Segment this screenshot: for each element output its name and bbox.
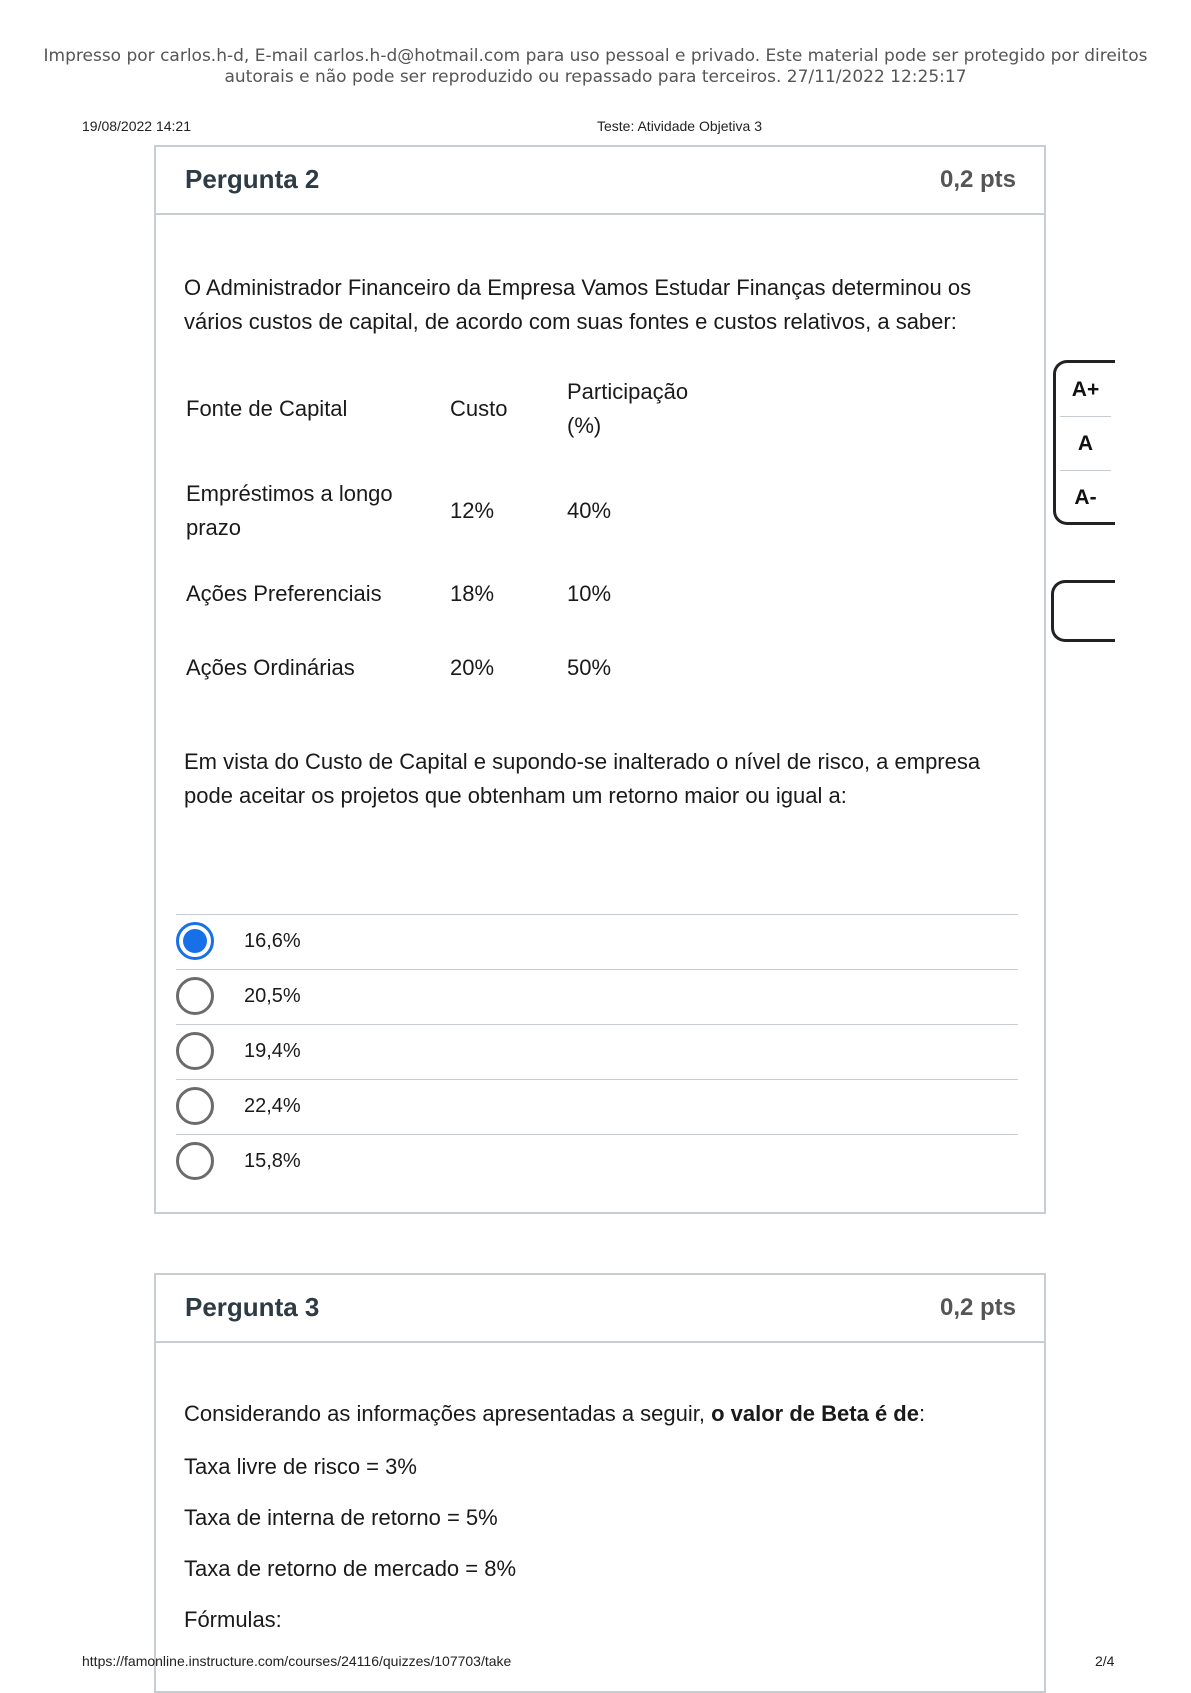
question-2-card <box>154 145 1046 1214</box>
question-3-header <box>156 1275 1044 1343</box>
question-2-title: Pergunta 2 <box>185 164 320 194</box>
table-cell: Ações Preferenciais <box>186 581 382 606</box>
question-3-points: 0,2 pts <box>939 1294 1016 1321</box>
answer-option[interactable] <box>176 1134 1018 1189</box>
table-row <box>186 569 717 619</box>
table-cell: 40% <box>567 498 612 523</box>
table-header-row <box>186 375 717 443</box>
answer-label[interactable]: 20,5% <box>244 985 301 1007</box>
radio-button[interactable] <box>176 1142 214 1180</box>
question-2-header <box>156 147 1044 215</box>
question-2-prompt: Em vista do Custo de Capital e supondo-se inalterado o nível de risco, a empresa pode aceitar os projetos que obtenham um retorno maior ou igual a: <box>184 749 981 808</box>
question-3-title: Pergunta 3 <box>185 1292 320 1322</box>
radio-button[interactable] <box>176 1032 214 1070</box>
question-3-line: Taxa de retorno de mercado = 8% <box>184 1556 517 1581</box>
table-cell: 10% <box>567 581 612 606</box>
question-3-line: Taxa de interna de retorno = 5% <box>184 1505 498 1530</box>
capital-cost-table <box>186 375 717 693</box>
print-page-title: Teste: Atividade Objetiva 3 <box>597 118 762 134</box>
answer-option[interactable] <box>176 969 1018 1024</box>
answer-label[interactable]: 19,4% <box>244 1040 301 1062</box>
answer-label[interactable]: 16,6% <box>244 930 301 952</box>
table-row <box>186 643 717 693</box>
question-3-intro-text: Considerando as informações apresentadas a seguir, <box>184 1401 712 1426</box>
question-2-intro: O Administrador Financeiro da Empresa Vamos Estudar Finanças determinou os vários custos de capital, de acordo com suas fontes e custos relativos, a saber: <box>184 275 972 334</box>
table-cell: 50% <box>567 655 612 680</box>
question-3-intro-emphasis: o valor de Beta é de <box>711 1401 919 1426</box>
question-3-intro-end: : <box>918 1401 926 1426</box>
table-cell: Empréstimos a longo prazo <box>186 481 393 540</box>
table-row <box>186 477 717 545</box>
radio-button[interactable] <box>176 1087 214 1125</box>
font-increase-button[interactable]: A+ <box>1060 363 1111 417</box>
font-size-controls <box>1053 360 1115 525</box>
question-3-card <box>154 1273 1046 1693</box>
table-header-cell: Participação (%) <box>567 379 689 438</box>
print-footer-url: https://famonline.instructure.com/courses/24116/quizzes/107703/take <box>82 1653 512 1669</box>
question-3-line: Fórmulas: <box>184 1607 282 1632</box>
table-cell: 12% <box>450 498 495 523</box>
print-date: 19/08/2022 14:21 <box>82 118 191 134</box>
font-reset-button[interactable]: A <box>1060 417 1111 471</box>
table-header-cell: Fonte de Capital <box>186 396 348 421</box>
print-page-number: 2/4 <box>1095 1653 1115 1669</box>
font-decrease-button[interactable]: A- <box>1074 486 1097 509</box>
answer-label[interactable]: 15,8% <box>244 1150 301 1172</box>
side-toggle-button[interactable] <box>1051 580 1115 642</box>
question-3-line: Taxa livre de risco = 3% <box>184 1454 417 1479</box>
table-cell: 18% <box>450 581 495 606</box>
table-cell: Ações Ordinárias <box>186 655 355 680</box>
radio-button[interactable] <box>176 977 214 1015</box>
answer-option[interactable] <box>176 914 1018 969</box>
question-2-points: 0,2 pts <box>939 166 1016 193</box>
answer-option[interactable] <box>176 1024 1018 1079</box>
watermark-line-1: Impresso por carlos.h-d, E-mail carlos.h-d@hotmail.com para uso pessoal e privado. Este material pode ser protegido por direitos <box>43 46 1148 66</box>
question-2-answers <box>176 914 1018 1189</box>
answer-label[interactable]: 22,4% <box>244 1095 301 1117</box>
watermark-line-2: autorais e não pode ser reproduzido ou repassado para terceiros. 27/11/2022 12:25:17 <box>224 67 967 87</box>
answer-option[interactable] <box>176 1079 1018 1134</box>
print-watermark <box>40 46 1151 88</box>
table-cell: 20% <box>450 655 495 680</box>
table-header-cell: Custo <box>450 396 508 421</box>
radio-button-selected[interactable] <box>176 922 214 960</box>
question-3-intro <box>184 1401 925 1427</box>
